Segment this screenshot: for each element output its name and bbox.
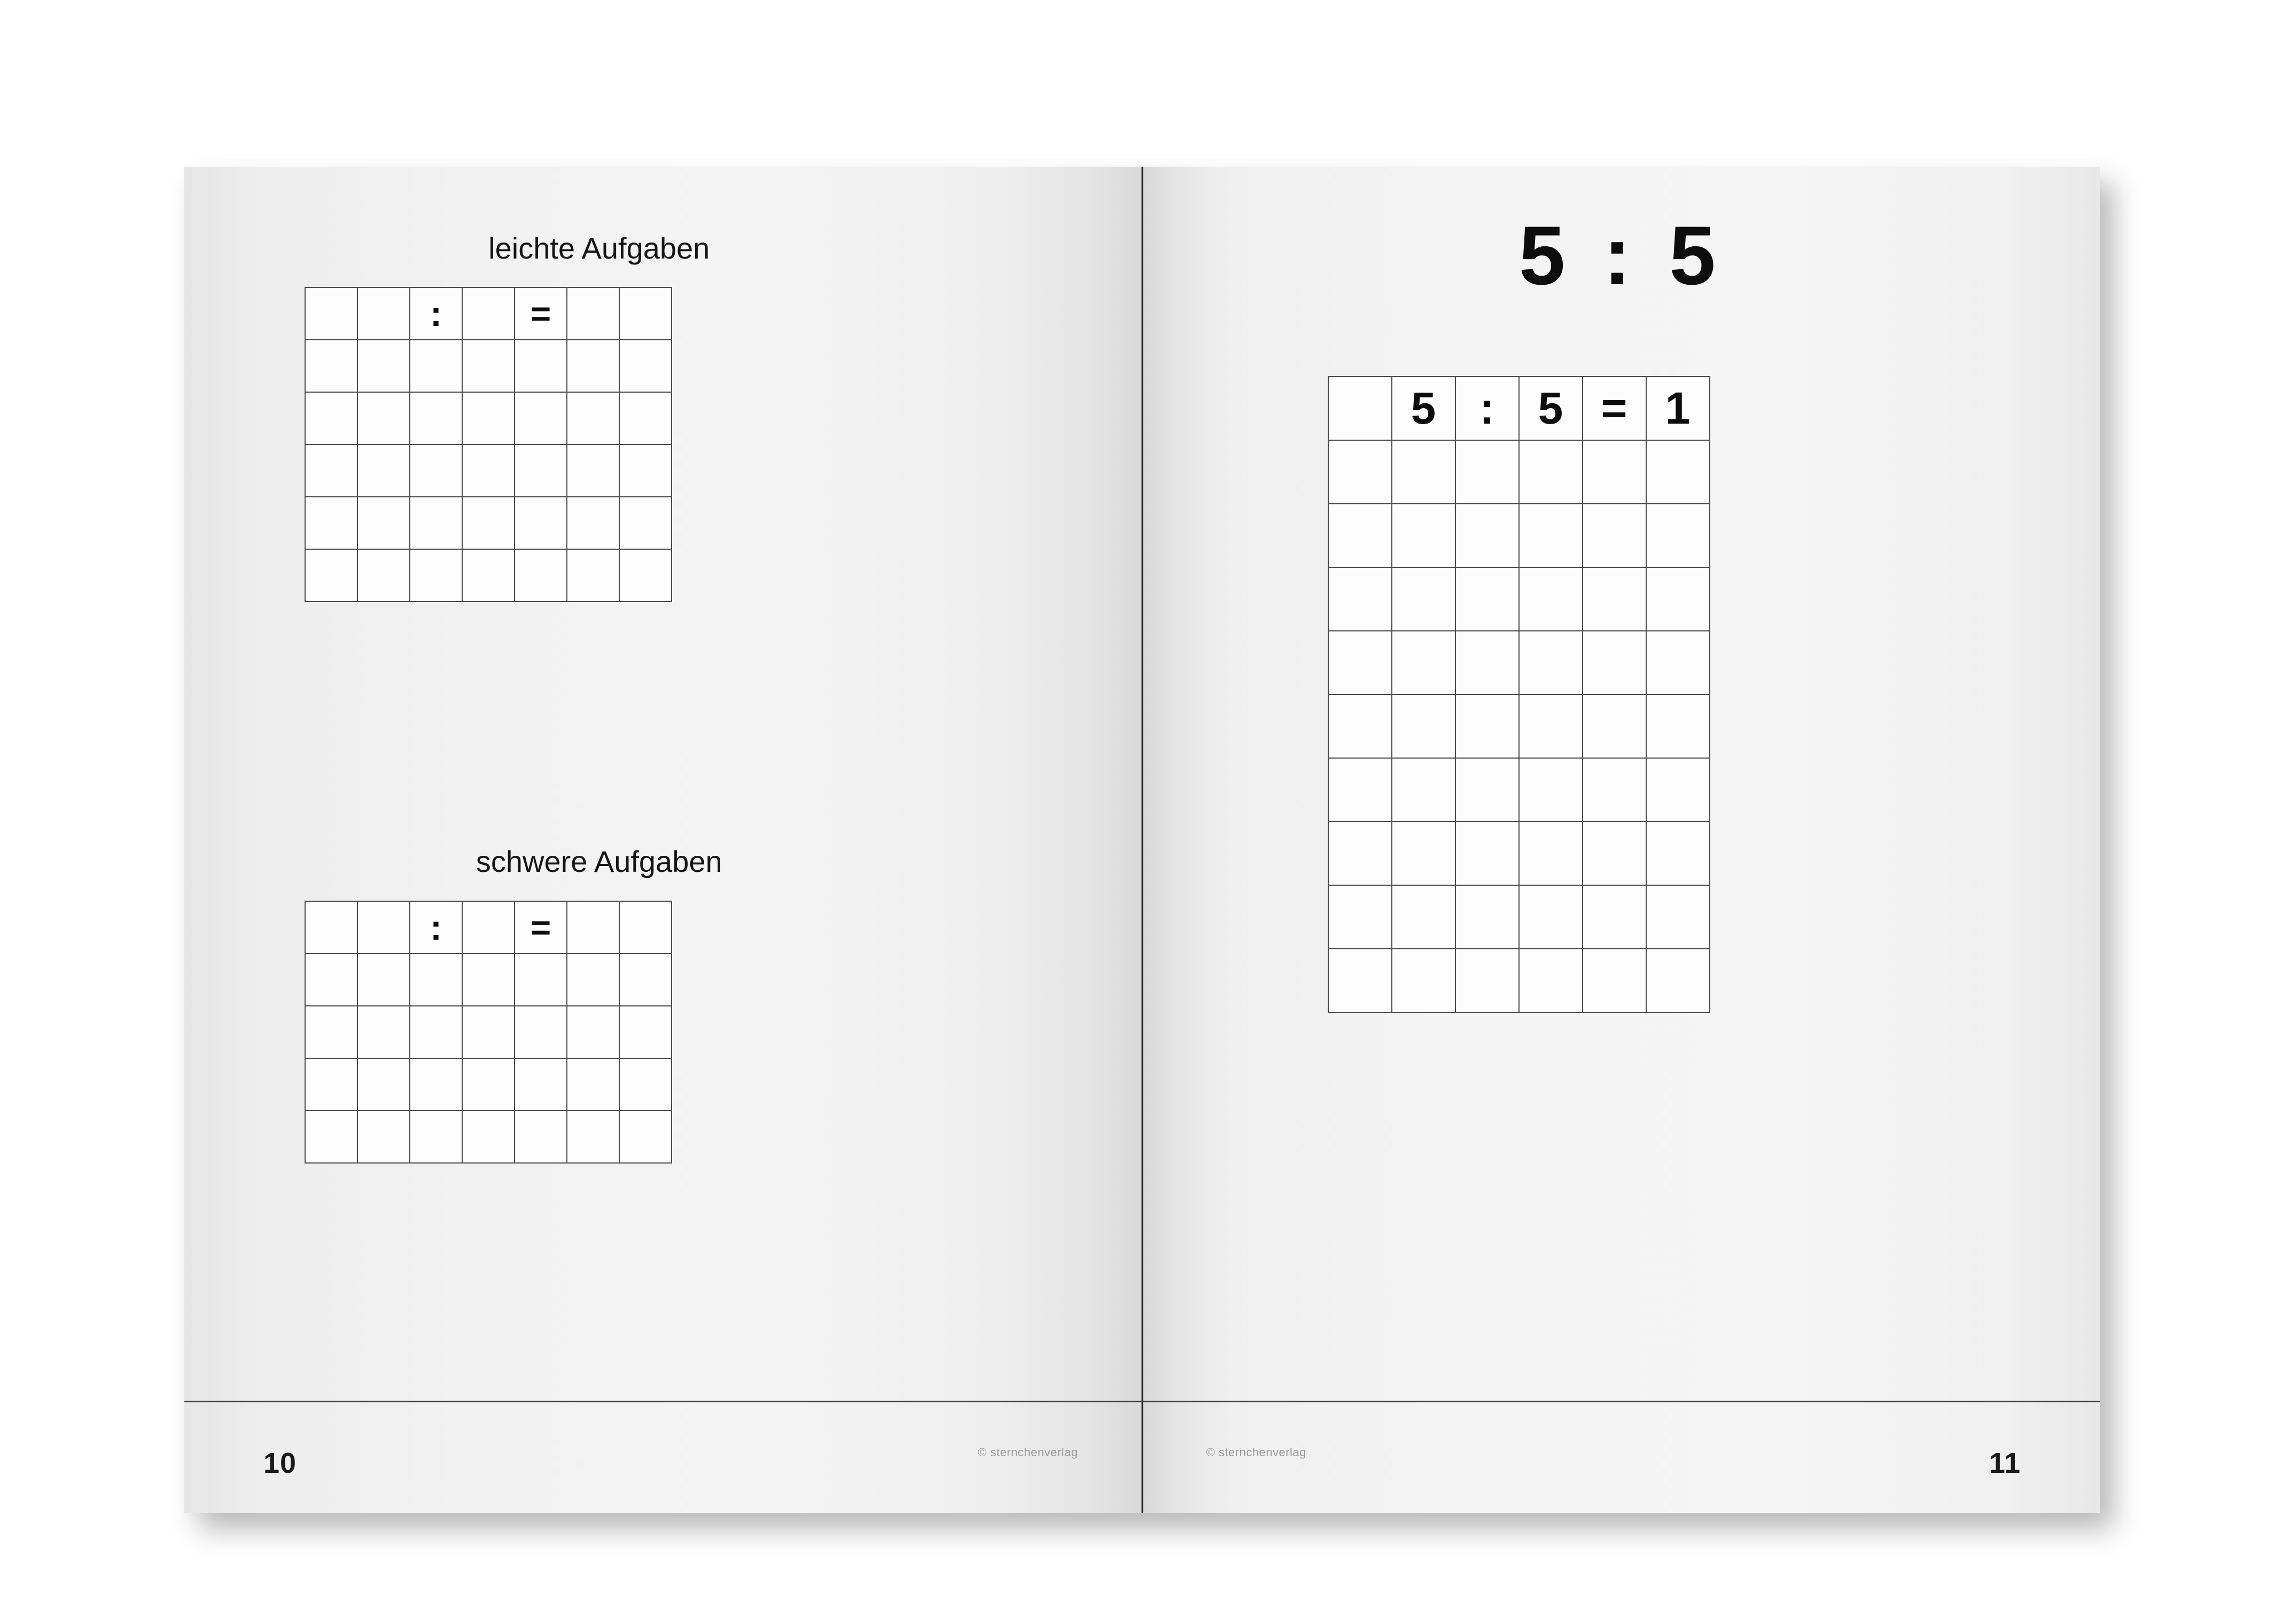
grid-cell-empty[interactable] (1455, 758, 1519, 822)
grid-schwere-aufgaben[interactable] (305, 901, 672, 1164)
grid-cell-empty[interactable] (410, 954, 462, 1006)
grid-cell-empty[interactable] (305, 497, 357, 549)
grid-cell-empty[interactable] (305, 340, 357, 392)
grid-cell-empty[interactable] (1328, 567, 1392, 631)
grid-cell-empty[interactable] (1392, 822, 1455, 885)
grid-cell-empty[interactable] (1583, 694, 1646, 758)
task-heading: 5 : 5 (1518, 209, 1723, 302)
grid-cell-empty[interactable] (1646, 885, 1710, 949)
grid-cell-empty[interactable] (357, 392, 410, 444)
page-number-left: 10 (263, 1447, 297, 1479)
grid-cell-empty[interactable] (1519, 758, 1583, 822)
grid-cell-empty[interactable] (357, 444, 410, 497)
grid-cell-empty[interactable] (305, 1111, 357, 1163)
grid-cell-empty[interactable] (1646, 504, 1710, 567)
grid-cell-empty[interactable] (1519, 885, 1583, 949)
grid-cell-empty[interactable] (410, 1058, 462, 1111)
grid-cell-empty[interactable] (567, 497, 619, 549)
grid-row (305, 444, 672, 497)
grid-cell-empty[interactable] (1583, 949, 1646, 1012)
grid-cell-empty[interactable] (1328, 885, 1392, 949)
grid-cell-empty[interactable] (305, 287, 357, 340)
grid-cell-filled[interactable]: 1 (1646, 377, 1710, 440)
grid-cell-empty[interactable] (619, 392, 672, 444)
imprint-left: © sternchenverlag (978, 1446, 1078, 1459)
grid-row (305, 954, 672, 1006)
grid-cell-empty[interactable] (515, 392, 567, 444)
grid-cell-empty[interactable] (1583, 822, 1646, 885)
grid-cell-empty[interactable] (410, 1006, 462, 1058)
grid-cell-empty[interactable] (462, 549, 515, 602)
grid-cell-empty[interactable] (1519, 949, 1583, 1012)
grid-cell-empty[interactable] (619, 497, 672, 549)
right-page (1142, 167, 2100, 1513)
grid-cell-empty[interactable] (1328, 758, 1392, 822)
grid-cell-empty[interactable] (619, 1058, 672, 1111)
grid-cell-empty[interactable] (1455, 822, 1519, 885)
grid-cell-empty[interactable] (410, 444, 462, 497)
grid-cell-empty[interactable] (567, 549, 619, 602)
grid-task-practice[interactable] (1328, 376, 1710, 1013)
grid-cell-empty[interactable] (410, 1111, 462, 1163)
book-gutter (1141, 167, 1143, 1513)
grid-cell-empty[interactable] (1328, 694, 1392, 758)
grid-cell-empty[interactable] (619, 340, 672, 392)
grid-cell-empty[interactable] (567, 954, 619, 1006)
grid-cell-empty[interactable] (619, 287, 672, 340)
grid-cell-empty[interactable] (567, 287, 619, 340)
grid-cell-empty[interactable] (357, 549, 410, 602)
grid-cell-empty[interactable] (1455, 567, 1519, 631)
grid-cell-empty[interactable] (1646, 758, 1710, 822)
grid-cell-filled[interactable]: = (515, 901, 567, 954)
grid-cell-empty[interactable] (1646, 822, 1710, 885)
grid-cell-empty[interactable] (1328, 822, 1392, 885)
grid-cell-empty[interactable] (1455, 694, 1519, 758)
grid-cell-empty[interactable] (1392, 949, 1455, 1012)
grid-cell-empty[interactable] (515, 444, 567, 497)
grid-cell-filled[interactable]: : (1455, 377, 1519, 440)
grid-row (305, 1058, 672, 1111)
grid-cell-empty[interactable] (1455, 631, 1519, 694)
grid-cell-empty[interactable] (1455, 440, 1519, 504)
grid-row (1328, 567, 1710, 631)
grid-cell-empty[interactable] (1392, 567, 1455, 631)
grid-cell-empty[interactable] (410, 340, 462, 392)
grid-row (305, 901, 672, 954)
grid-cell-empty[interactable] (1519, 631, 1583, 694)
heading-leichte-aufgaben: leichte Aufgaben (488, 231, 710, 265)
grid-cell-empty[interactable] (410, 392, 462, 444)
grid-cell-empty[interactable] (567, 1006, 619, 1058)
grid-cell-empty[interactable] (1328, 504, 1392, 567)
page-number-right: 11 (1989, 1447, 2021, 1479)
grid-row (305, 549, 672, 602)
grid-cell-empty[interactable] (567, 1058, 619, 1111)
grid-cell-empty[interactable] (515, 497, 567, 549)
grid-row (1328, 885, 1710, 949)
grid-cell-empty[interactable] (1392, 758, 1455, 822)
grid-cell-empty[interactable] (305, 1058, 357, 1111)
grid-row (1328, 504, 1710, 567)
grid-row (1328, 758, 1710, 822)
grid-cell-empty[interactable] (462, 1006, 515, 1058)
grid-cell-empty[interactable] (1646, 440, 1710, 504)
grid-cell-empty[interactable] (357, 1006, 410, 1058)
grid-cell-filled[interactable]: : (410, 287, 462, 340)
grid-cell-empty[interactable] (1519, 694, 1583, 758)
grid-cell-empty[interactable] (1583, 758, 1646, 822)
grid-cell-empty[interactable] (305, 954, 357, 1006)
grid-row (1328, 440, 1710, 504)
grid-cell-empty[interactable] (1519, 567, 1583, 631)
grid-cell-empty[interactable] (305, 901, 357, 954)
grid-cell-empty[interactable] (1392, 694, 1455, 758)
grid-cell-empty[interactable] (619, 444, 672, 497)
grid-cell-empty[interactable] (305, 392, 357, 444)
grid-cell-empty[interactable] (515, 1111, 567, 1163)
grid-cell-empty[interactable] (619, 549, 672, 602)
grid-cell-empty[interactable] (1392, 440, 1455, 504)
grid-cell-empty[interactable] (1328, 631, 1392, 694)
grid-row (1328, 631, 1710, 694)
grid-row (1328, 694, 1710, 758)
grid-row (1328, 822, 1710, 885)
grid-cell-empty[interactable] (305, 1006, 357, 1058)
grid-cell-empty[interactable] (1328, 440, 1392, 504)
grid-cell-empty[interactable] (1392, 885, 1455, 949)
grid-cell-empty[interactable] (619, 1006, 672, 1058)
grid-cell-empty[interactable] (1519, 822, 1583, 885)
grid-cell-empty[interactable] (357, 497, 410, 549)
grid-cell-empty[interactable] (1519, 440, 1583, 504)
grid-cell-empty[interactable] (410, 497, 462, 549)
grid-leichte-aufgaben[interactable] (305, 287, 672, 602)
grid-cell-empty[interactable] (515, 549, 567, 602)
grid-cell-empty[interactable] (567, 901, 619, 954)
grid-row (305, 1111, 672, 1163)
grid-row (1328, 377, 1710, 440)
grid-cell-empty[interactable] (1455, 504, 1519, 567)
grid-cell-empty[interactable] (462, 901, 515, 954)
grid-cell-empty[interactable] (1583, 504, 1646, 567)
grid-cell-empty[interactable] (567, 340, 619, 392)
grid-cell-empty[interactable] (305, 444, 357, 497)
grid-row (1328, 949, 1710, 1012)
grid-cell-empty[interactable] (515, 340, 567, 392)
grid-cell-empty[interactable] (462, 392, 515, 444)
grid-cell-empty[interactable] (462, 1058, 515, 1111)
grid-row (305, 497, 672, 549)
grid-row (305, 392, 672, 444)
heading-schwere-aufgaben: schwere Aufgaben (476, 845, 722, 878)
grid-cell-empty[interactable] (1392, 504, 1455, 567)
grid-cell-empty[interactable] (619, 1111, 672, 1163)
grid-cell-empty[interactable] (1328, 949, 1392, 1012)
grid-row (305, 287, 672, 340)
grid-cell-empty[interactable] (462, 340, 515, 392)
grid-cell-empty[interactable] (357, 340, 410, 392)
grid-cell-empty[interactable] (462, 954, 515, 1006)
book-spread (184, 167, 2100, 1513)
footer-divider-left (184, 1401, 1142, 1402)
grid-cell-empty[interactable] (1583, 440, 1646, 504)
grid-cell-empty[interactable] (357, 901, 410, 954)
grid-row (305, 340, 672, 392)
grid-cell-empty[interactable] (1646, 567, 1710, 631)
grid-cell-empty[interactable] (1328, 377, 1392, 440)
grid-cell-empty[interactable] (515, 1058, 567, 1111)
grid-cell-empty[interactable] (305, 549, 357, 602)
grid-cell-empty[interactable] (1583, 885, 1646, 949)
grid-cell-empty[interactable] (410, 549, 462, 602)
grid-cell-empty[interactable] (357, 1058, 410, 1111)
grid-cell-empty[interactable] (462, 1111, 515, 1163)
grid-cell-empty[interactable] (567, 392, 619, 444)
grid-cell-empty[interactable] (1646, 631, 1710, 694)
grid-cell-empty[interactable] (1583, 567, 1646, 631)
grid-cell-empty[interactable] (357, 287, 410, 340)
grid-cell-empty[interactable] (1519, 504, 1583, 567)
grid-cell-empty[interactable] (462, 287, 515, 340)
imprint-right: © sternchenverlag (1206, 1446, 1306, 1459)
grid-cell-empty[interactable] (462, 444, 515, 497)
footer-divider-right (1142, 1401, 2100, 1402)
grid-cell-empty[interactable] (1583, 631, 1646, 694)
grid-cell-empty[interactable] (357, 1111, 410, 1163)
left-page (184, 167, 1142, 1513)
grid-cell-empty[interactable] (515, 954, 567, 1006)
grid-cell-filled[interactable]: = (515, 287, 567, 340)
grid-cell-empty[interactable] (1455, 949, 1519, 1012)
grid-cell-empty[interactable] (567, 444, 619, 497)
grid-cell-empty[interactable] (462, 497, 515, 549)
grid-cell-empty[interactable] (1646, 694, 1710, 758)
grid-cell-empty[interactable] (1646, 949, 1710, 1012)
grid-cell-empty[interactable] (619, 901, 672, 954)
grid-cell-filled[interactable]: 5 (1392, 377, 1455, 440)
grid-cell-filled[interactable]: 5 (1519, 377, 1583, 440)
grid-cell-empty[interactable] (515, 1006, 567, 1058)
grid-cell-empty[interactable] (567, 1111, 619, 1163)
grid-cell-filled[interactable]: : (410, 901, 462, 954)
grid-row (305, 1006, 672, 1058)
grid-cell-empty[interactable] (357, 954, 410, 1006)
grid-cell-empty[interactable] (1455, 885, 1519, 949)
grid-cell-filled[interactable]: = (1583, 377, 1646, 440)
grid-cell-empty[interactable] (619, 954, 672, 1006)
grid-cell-empty[interactable] (1392, 631, 1455, 694)
